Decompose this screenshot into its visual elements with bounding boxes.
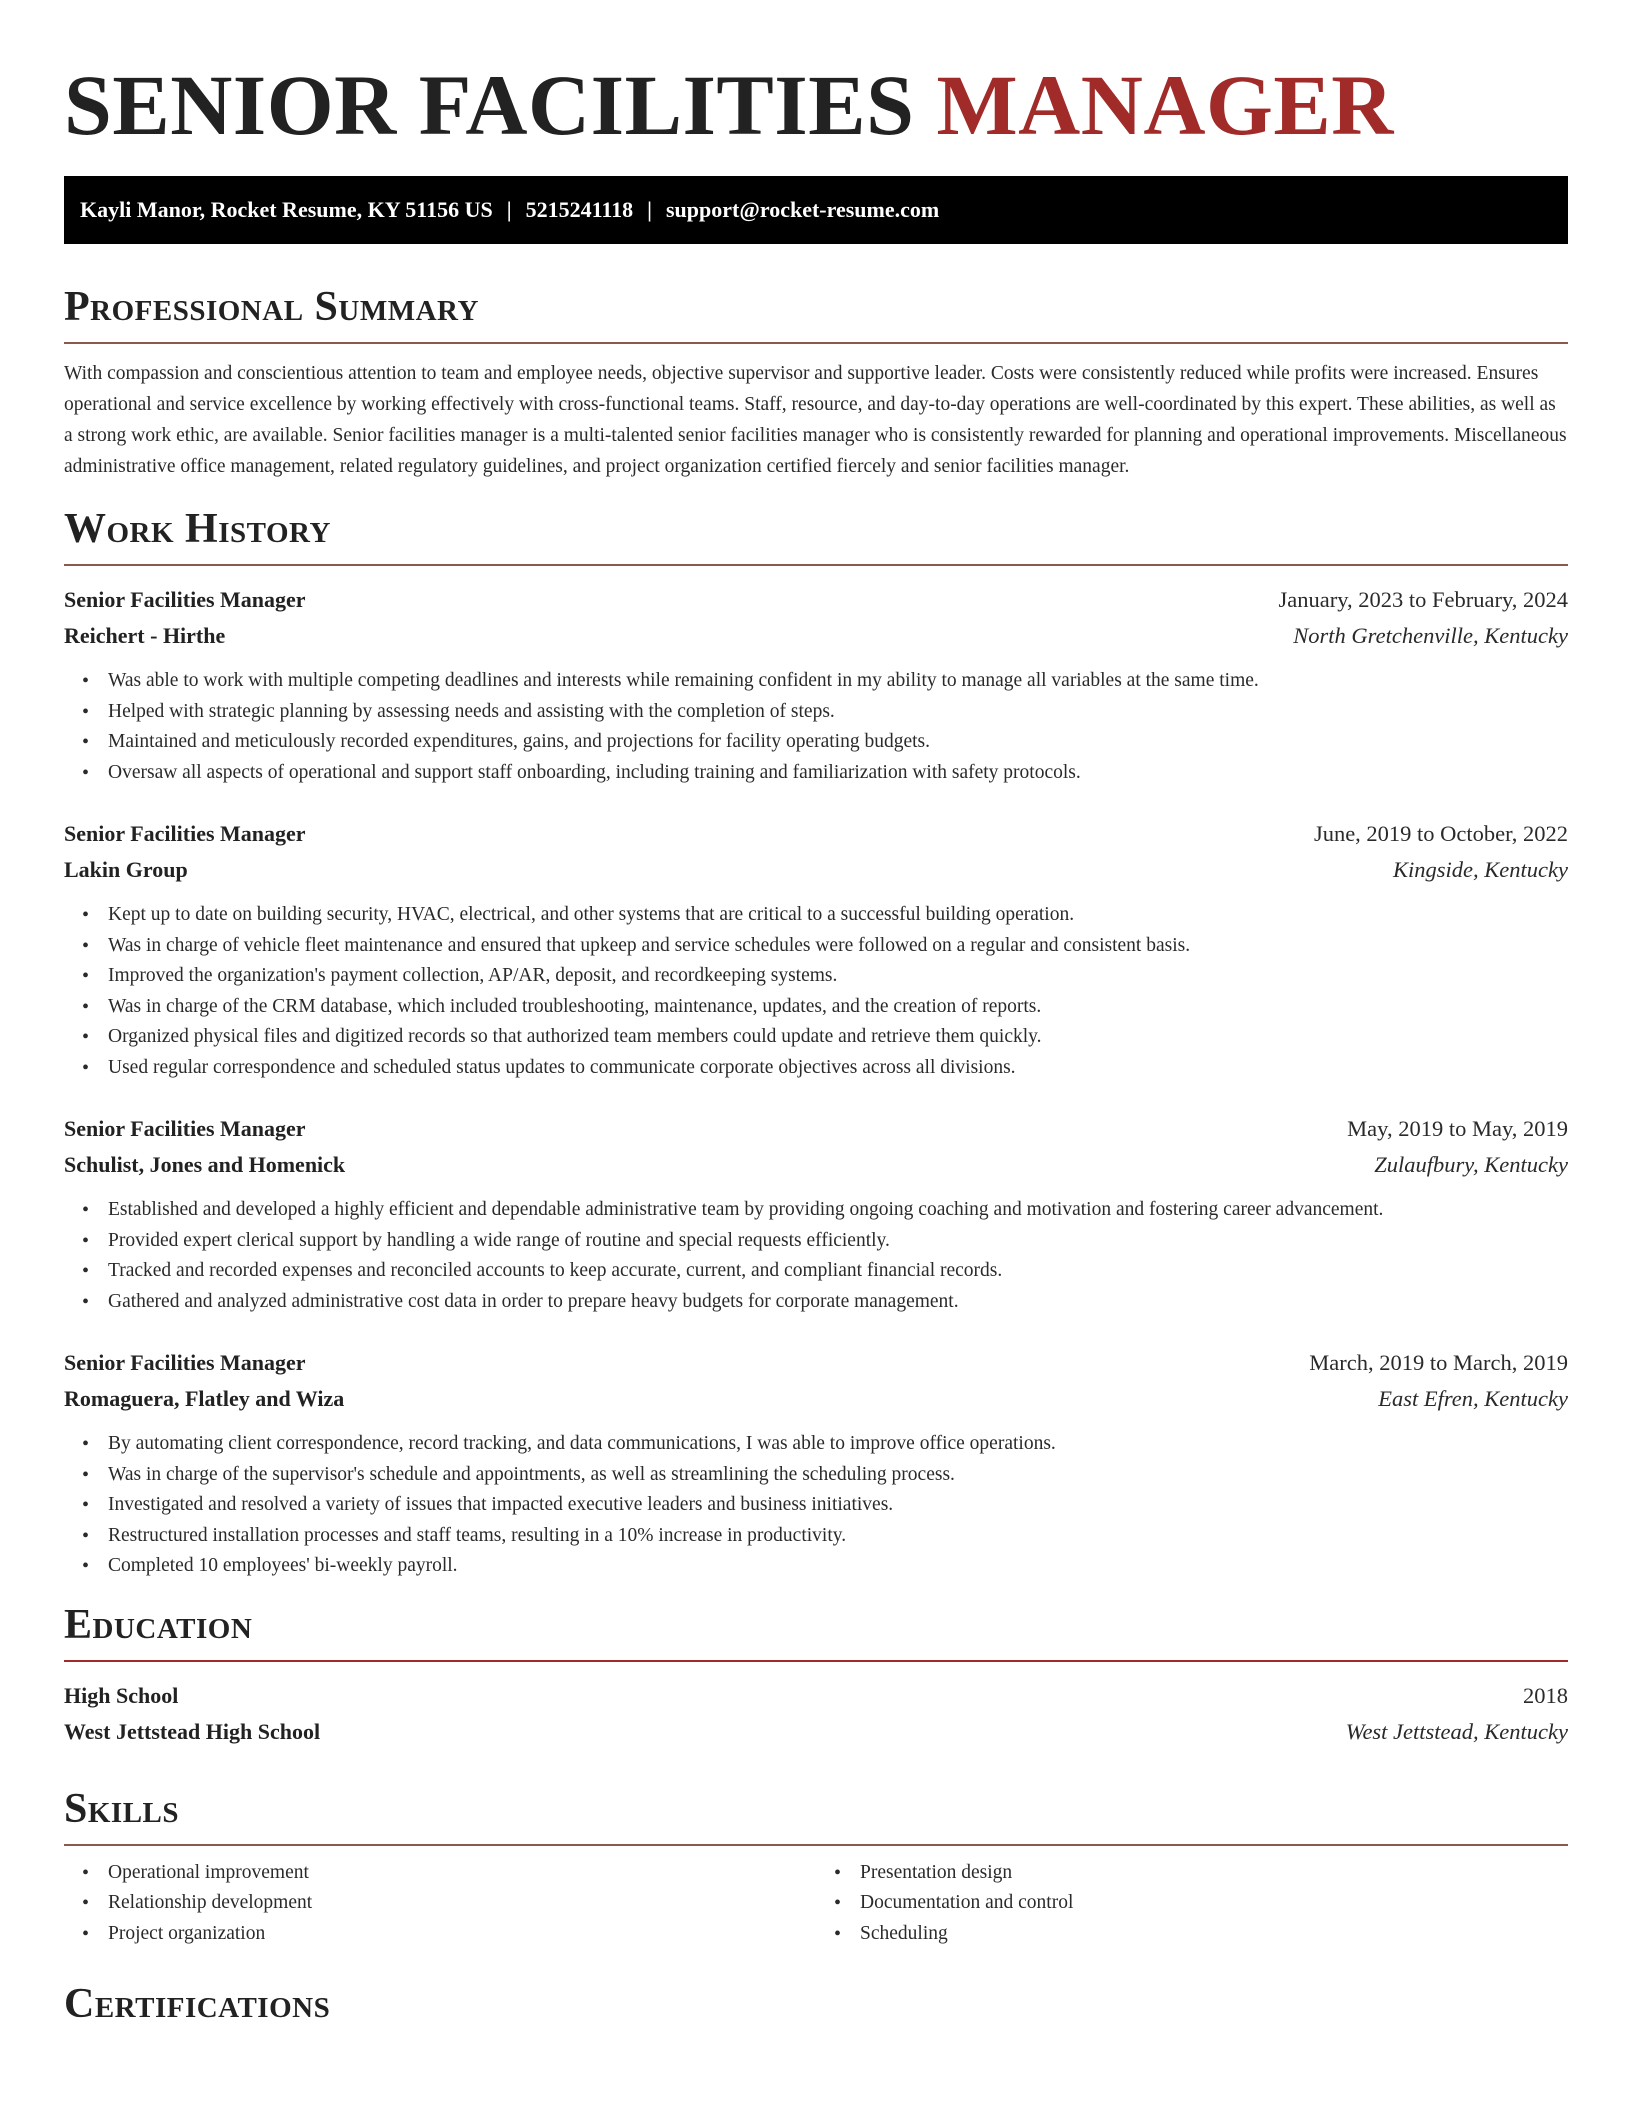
skills-column-right <box>816 1858 1568 1950</box>
job-bullet: • Tracked and recorded expenses and reconciled accounts to keep accurate, current, and compliant financial records. <box>108 1256 1568 1287</box>
contact-bar <box>64 176 1568 244</box>
section-divider <box>64 342 1568 344</box>
job-bullets <box>64 1195 1568 1317</box>
job-bullet: • Investigated and resolved a variety of issues that impacted executive leaders and business initiatives. <box>108 1490 1568 1521</box>
work-history-heading: Work History <box>64 506 331 552</box>
section-divider <box>64 564 1568 566</box>
certifications-heading: Certifications <box>64 1981 331 2027</box>
job-bullet: • Was in charge of vehicle fleet maintenance and ensured that upkeep and service schedules were followed on a regular and consistent basis. <box>108 931 1568 962</box>
job-bullet: • Used regular correspondence and scheduled status updates to communicate corporate objectives across all divisions. <box>108 1053 1568 1084</box>
section-divider <box>64 1844 1568 1846</box>
summary-heading: Professional Summary <box>64 284 479 330</box>
education-section <box>64 1600 1568 1750</box>
job-bullets <box>64 1429 1568 1582</box>
skills-column-left <box>64 1858 816 1950</box>
skills-grid <box>64 1858 1568 1950</box>
job-location: Kingside, Kentucky <box>1393 857 1568 882</box>
education-year: 2018 <box>1523 1682 1568 1708</box>
skills-heading: Skills <box>64 1785 180 1832</box>
contact-phone: 5215241118 <box>525 197 634 222</box>
job-bullet: • Organized physical files and digitized records so that authorized team members could update and retrieve them quickly. <box>108 1022 1568 1053</box>
job-bullet: • Established and developed a highly efficient and dependable administrative team by providing ongoing coaching and motivation and fostering career advancement. <box>108 1195 1568 1226</box>
job-bullets <box>64 666 1568 788</box>
job-entry <box>64 1345 1568 1582</box>
job-location: East Efren, Kentucky <box>1378 1386 1568 1411</box>
job-bullet: • Helped with strategic planning by assessing needs and assisting with the completion of steps. <box>108 697 1568 728</box>
job-bullets <box>64 900 1568 1083</box>
job-title: Senior Facilities Manager <box>64 587 306 612</box>
contact-address: Kayli Manor, Rocket Resume, KY 51156 US <box>80 197 493 222</box>
section-divider <box>64 1660 1568 1662</box>
job-location: Zulaufbury, Kentucky <box>1374 1152 1568 1177</box>
job-entry <box>64 582 1568 788</box>
skill-item: • Operational improvement <box>108 1858 816 1889</box>
skills-section <box>64 1784 1568 1950</box>
certifications-section <box>64 1979 1568 2029</box>
title-main: SENIOR FACILITIES <box>64 57 915 153</box>
skill-item: • Presentation design <box>860 1858 1568 1889</box>
job-bullet: • Was able to work with multiple competing deadlines and interests while remaining confident in my ability to manage all variables at the same time. <box>108 666 1568 697</box>
job-bullet: • Kept up to date on building security, HVAC, electrical, and other systems that are critical to a successful building operation. <box>108 900 1568 931</box>
contact-separator: | <box>506 197 512 222</box>
skill-item: • Scheduling <box>860 1919 1568 1950</box>
job-bullet: • Maintained and meticulously recorded expenditures, gains, and projections for facility operating budgets. <box>108 727 1568 758</box>
job-bullet: • Provided expert clerical support by handling a wide range of routine and special requests efficiently. <box>108 1226 1568 1257</box>
job-company: Romaguera, Flatley and Wiza <box>64 1386 345 1411</box>
job-title: Senior Facilities Manager <box>64 821 306 846</box>
job-entry <box>64 816 1568 1083</box>
job-company: Schulist, Jones and Homenick <box>64 1152 346 1177</box>
job-dates: May, 2019 to May, 2019 <box>1347 1116 1568 1141</box>
job-company: Reichert - Hirthe <box>64 623 226 648</box>
job-entry <box>64 1111 1568 1317</box>
job-bullet: • Gathered and analyzed administrative cost data in order to prepare heavy budgets for corporate management. <box>108 1287 1568 1318</box>
job-title: Senior Facilities Manager <box>64 1350 306 1375</box>
title-accent: MANAGER <box>936 57 1394 153</box>
job-bullet: • Oversaw all aspects of operational and support staff onboarding, including training and familiarization with safety protocols. <box>108 758 1568 789</box>
job-location: North Gretchenville, Kentucky <box>1293 623 1568 648</box>
summary-section <box>64 282 1568 482</box>
job-dates: March, 2019 to March, 2019 <box>1309 1350 1568 1375</box>
skill-item: • Project organization <box>108 1919 816 1950</box>
education-location: West Jettstead, Kentucky <box>1345 1718 1568 1744</box>
education-degree: High School <box>64 1682 179 1708</box>
contact-email: support@rocket-resume.com <box>666 197 940 222</box>
job-bullet: • Restructured installation processes and staff teams, resulting in a 10% increase in productivity. <box>108 1521 1568 1552</box>
skill-item: • Relationship development <box>108 1888 816 1919</box>
job-dates: January, 2023 to February, 2024 <box>1278 587 1568 612</box>
skill-item: • Documentation and control <box>860 1888 1568 1919</box>
job-bullet: • Was in charge of the supervisor's schedule and appointments, as well as streamlining the scheduling process. <box>108 1460 1568 1491</box>
job-dates: June, 2019 to October, 2022 <box>1313 821 1568 846</box>
skills-list <box>64 1858 816 1950</box>
contact-separator: | <box>647 197 652 222</box>
education-heading: Education <box>64 1601 253 1648</box>
job-bullet: • Was in charge of the CRM database, which included troubleshooting, maintenance, updates, and the creation of reports. <box>108 992 1568 1023</box>
summary-text: With compassion and conscientious attention to team and employee needs, objective supervisor and supportive leader. Costs were consistently reduced while profits were increased. Ensures operational and service excellence by working effectively with cross-functional teams. Staff, resource, and day-to-day operations are well-coordinated by this expert. These abilities, as well as a strong work ethic, are available. Senior facilities manager is a multi-talented senior facilities manager who is consistently rewarded for planning and operational improvements. Miscellaneous administrative office management, related regulatory guidelines, and project organization certified fiercely and senior facilities manager. <box>64 363 1567 477</box>
job-bullet: • Completed 10 employees' bi-weekly payroll. <box>108 1551 1568 1582</box>
skills-list <box>816 1858 1568 1950</box>
education-school: West Jettstead High School <box>64 1718 321 1744</box>
job-bullet: • Improved the organization's payment collection, AP/AR, deposit, and recordkeeping systems. <box>108 961 1568 992</box>
job-title: Senior Facilities Manager <box>64 1116 306 1141</box>
job-company: Lakin Group <box>64 857 188 882</box>
work-history-section <box>64 504 1568 1582</box>
resume-title <box>64 0 1568 152</box>
job-bullet: • By automating client correspondence, record tracking, and data communications, I was able to improve office operations. <box>108 1429 1568 1460</box>
